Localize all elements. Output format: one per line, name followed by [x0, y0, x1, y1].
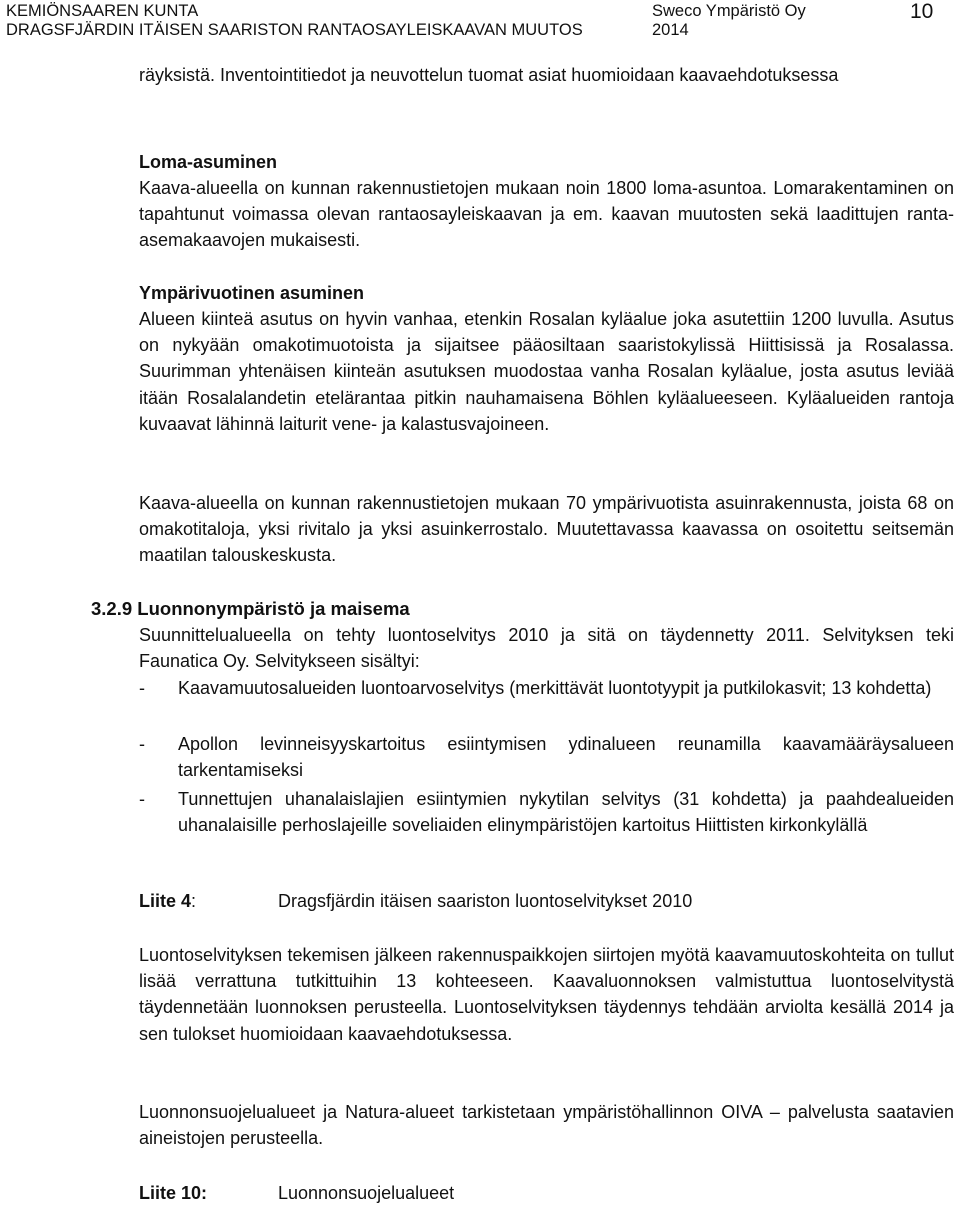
ymparivuotinen-paragraph: Alueen kiinteä asutus on hyvin vanhaa, etenkin Rosalan kyläalue joka asutettiin 1200 luvulla. Asutus on nykyään omakotimuotoista ja sijaitsee pääosiltaan saaristokylissä Hiittisissä ja Rosalassa. Suurimman yhtenäisen kiinteän asutuksen muodostaa vanha Rosalan kyläalue, josta asutus leviää itään Rosalalandetin etelärantaa pitkin nauhamaisena Böhlen kyläalueeseen. Kyläalueiden rantoja kuvaavat lähinnä laiturit vene- ja kalastusvajoineen. [139, 309, 954, 434]
company-name: Sweco Ympäristö Oy [652, 2, 806, 20]
bullet-text: Apollon levinneisyyskartoitus esiintymisen ydinalueen reunamilla kaavamääräysalueen tarkentamiseksi [178, 734, 954, 781]
intro-paragraph: räyksistä. Inventointitiedot ja neuvottelun tuomat asiat huomioidaan kaavaehdotuksessa [139, 65, 839, 85]
oiva-paragraph: Luonnonsuojelualueet ja Natura-alueet tarkistetaan ympäristöhallinnon OIVA – palvelusta saatavien aineistojen perusteella. [139, 1102, 954, 1149]
section-intro-paragraph: Suunnittelualueella on tehty luontoselvitys 2010 ja sitä on täydennetty 2011. Selvityksen teki Faunatica Oy. Selvitykseen sisältyi: [139, 625, 954, 672]
liite-10-label: Liite 10: [139, 1183, 208, 1203]
heading-loma-asuminen: Loma-asuminen [139, 152, 278, 172]
loma-paragraph: Kaava-alueella on kunnan rakennustietojen mukaan noin 1800 loma-asuntoa. Lomarakentaminen on tapahtunut voimassa olevan rantaosayleiskaavan ja em. kaavan muutosten sekä laadittujen ranta-asemakaavojen mukaisesti. [139, 178, 954, 251]
luontoselvitys-paragraph: Luontoselvityksen tekemisen jälkeen rakennuspaikkojen siirtojen myötä kaavamuutoskohteita on tullut lisää verrattuna tutkittuihin 13 kohteeseen. Kaavaluonnoksen valmistuttua luontoselvitystä täydennetään luonnoksen perusteella. Luontoselvityksen täydennys tehdään arviolta kesällä 2014 ja sen tulokset huomioidaan kaavaehdotuksessa. [139, 945, 954, 1044]
liite-4-title: Dragsfjärdin itäisen saariston luontoselvitykset 2010 [278, 891, 693, 911]
bullet-dash: - [139, 734, 145, 754]
heading-ymparivuotinen-asuminen: Ympärivuotinen asuminen [139, 283, 365, 303]
page-header [0, 0, 960, 50]
page-number: 10 [910, 0, 934, 23]
asuinrakennukset-paragraph: Kaava-alueella on kunnan rakennustietojen mukaan 70 ympärivuotista asuinrakennusta, joista 68 on omakotitaloja, yksi rivitalo ja yksi asuinkerrostalo. Muutettavassa kaavassa on osoitettu seitsemän maatilan talouskeskusta. [139, 493, 954, 566]
bullet-text: Kaavamuutosalueiden luontoarvoselvitys (merkittävät luontotyypit ja putkilokasvit; 13 kohdetta) [178, 678, 932, 698]
section-heading: 3.2.9 Luonnonympäristö ja maisema [91, 598, 410, 619]
bullet-dash: - [139, 678, 145, 698]
document-year: 2014 [652, 21, 689, 39]
bullet-text: Tunnettujen uhanalaislajien esiintymien nykytilan selvitys (31 kohdetta) ja paahdealueiden uhanalaisille perhoslajeille soveliaiden elinympäristöjen kartoitus Hiittisten kirkonkylällä [178, 789, 954, 836]
bullet-dash: - [139, 789, 145, 809]
municipality-name: KEMIÖNSAAREN KUNTA [6, 2, 199, 20]
liite-10-reference [139, 1180, 455, 1206]
liite-10-title: Luonnonsuojelualueet [278, 1183, 455, 1203]
document-title: DRAGSFJÄRDIN ITÄISEN SAARISTON RANTAOSAYLEISKAAVAN MUUTOS [6, 21, 583, 39]
liite-4-reference [139, 888, 693, 914]
liite-4-label: Liite 4 [139, 891, 192, 911]
liite-4-colon: : [191, 891, 197, 911]
